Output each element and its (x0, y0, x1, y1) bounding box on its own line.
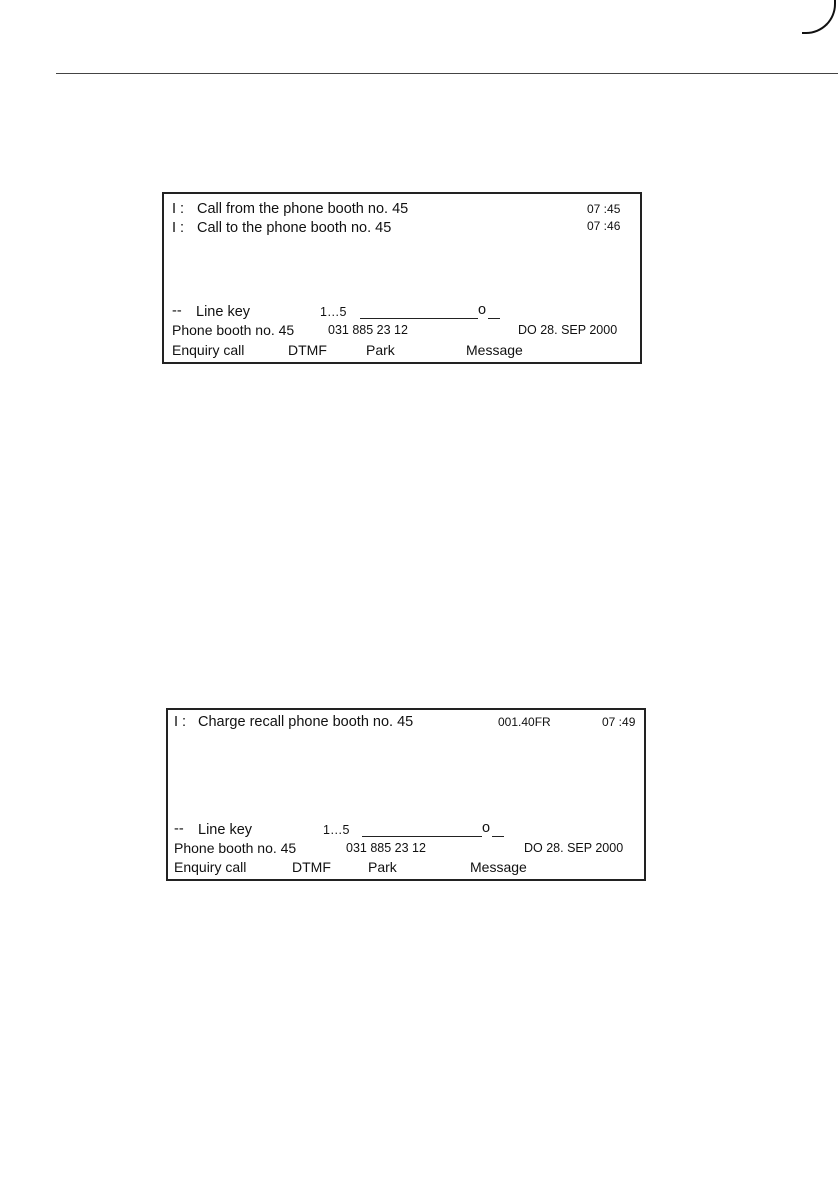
call-to-text: Call to the phone booth no. 45 (197, 220, 392, 236)
call-from-time: 07 :45 (587, 202, 621, 216)
line-key-range: 1…5 (320, 305, 347, 319)
softkey-enquiry-call[interactable]: Enquiry call (172, 342, 245, 358)
line-key-indicator: o (478, 302, 487, 318)
call-from-text: Call from the phone booth no. 45 (197, 201, 409, 217)
softkey-dtmf[interactable]: DTMF (292, 859, 331, 875)
line-key-range: 1…5 (323, 823, 350, 837)
call-to-time: 07 :46 (587, 219, 621, 233)
booth-phone-number: 031 885 23 12 (328, 323, 408, 337)
line-key-dash: -- (174, 821, 184, 837)
call-from-prefix: I : (172, 201, 185, 217)
softkey-park[interactable]: Park (366, 342, 395, 358)
phone-display-2 (166, 708, 646, 881)
softkey-park[interactable]: Park (368, 859, 397, 875)
line-key-trailing-line (492, 836, 504, 837)
header-rule (56, 73, 838, 74)
line-key-entry-field (360, 318, 478, 319)
line-key-label: Line key (198, 822, 253, 838)
booth-label: Phone booth no. 45 (174, 840, 297, 856)
date-display: DO 28. SEP 2000 (518, 323, 618, 337)
booth-phone-number: 031 885 23 12 (346, 841, 426, 855)
charge-recall-prefix: I : (174, 714, 187, 730)
charge-recall-time: 07 :49 (602, 715, 636, 729)
softkey-dtmf[interactable]: DTMF (288, 342, 327, 358)
booth-label: Phone booth no. 45 (172, 322, 295, 338)
page-corner-mark (802, 0, 836, 34)
charge-amount: 001.40FR (498, 715, 551, 729)
softkey-message[interactable]: Message (466, 342, 523, 358)
phone-display-1 (162, 192, 642, 364)
line-key-entry-field (362, 836, 482, 837)
softkey-enquiry-call[interactable]: Enquiry call (174, 859, 247, 875)
line-key-indicator: o (482, 820, 491, 836)
line-key-label: Line key (196, 304, 251, 320)
line-key-trailing-line (488, 318, 500, 319)
charge-recall-text: Charge recall phone booth no. 45 (198, 714, 414, 730)
line-key-dash: -- (172, 303, 182, 319)
date-display: DO 28. SEP 2000 (524, 841, 624, 855)
softkey-message[interactable]: Message (470, 859, 527, 875)
call-to-prefix: I : (172, 220, 185, 236)
